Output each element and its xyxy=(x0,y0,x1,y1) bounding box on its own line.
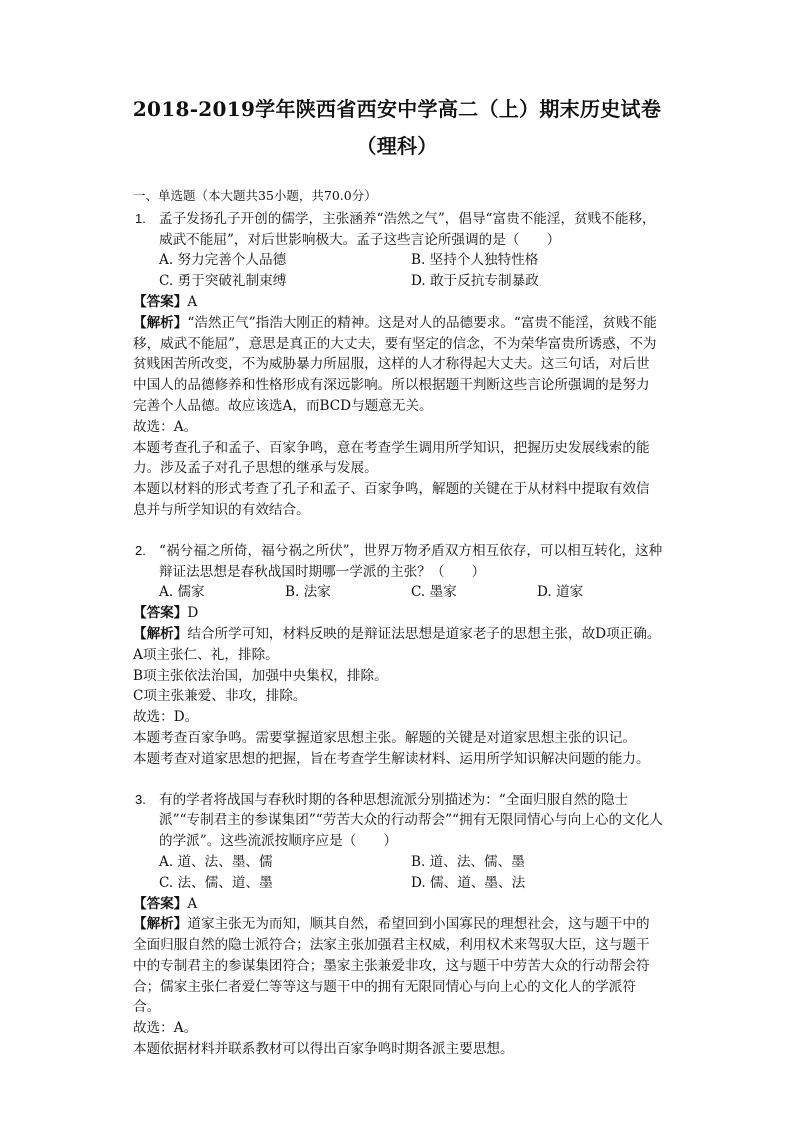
question-stem xyxy=(133,541,663,583)
answer-label: 【答案】 xyxy=(133,293,188,310)
question-text: 孟子发扬孔子开创的儒学，主张涵养“浩然之气”，倡导“富贵不能淫，贫贱不能移，威武不能屈”，对后世影响极大。孟子这些言论所强调的是（ ） xyxy=(159,210,656,248)
options-list xyxy=(133,582,663,603)
question-stem xyxy=(133,790,663,852)
question-number: 3. xyxy=(135,791,146,807)
option-c: C. 勇于突破礼制束缚 xyxy=(159,273,287,290)
options-list xyxy=(133,852,663,894)
question-stem xyxy=(133,209,663,251)
exam-title: 2018-2019学年陕西省西安中学高二（上）期末历史试卷 xyxy=(132,97,662,121)
analysis-text: “浩然正气”指浩大刚正的精神。这是对人的品德要求。“富贵不能淫，贫贱不能移，威武不能屈”，意思是真正的大丈夫，要有坚定的信念，不为荣华富贵所诱惑，不为贫贱困苦所改变，不为威胁暴力所屈服，这样的人才称得起大丈夫。这三句话，对后世中国人的品德修养和性格形成有深远影响。所以根据题干判断这些言论所强调的是努力完善个人品德。故应该选A，而BCD与题意无关。 xyxy=(133,314,657,414)
extra-line: B项主张依法治国，加强中央集权，排除。 xyxy=(133,667,388,684)
extra-line: 故选：A。 xyxy=(133,418,198,435)
option-c: C. 法、儒、道、墨 xyxy=(159,874,273,891)
exam-content xyxy=(133,186,663,1060)
answer-value: A xyxy=(187,293,198,310)
answer-row xyxy=(133,292,663,313)
option-b: B. 道、法、儒、墨 xyxy=(411,853,525,870)
extra-line: 故选：A。 xyxy=(133,1020,198,1037)
extra-line: 本题考查百家争鸣。需要掌握道家思想主张。解题的关键是对道家思想主张的识记。 xyxy=(133,729,636,746)
analysis-label: 【解析】 xyxy=(133,314,188,331)
analysis-row xyxy=(133,624,663,645)
extra-line: 本题以材料的形式考查了孔子和孟子、百家争鸣，解题的关键在于从材料中提取有效信息并与所学知识的有效结合。 xyxy=(133,481,650,518)
question-3 xyxy=(133,790,663,1060)
extra-line: 本题依据材料并联系教材可以得出百家争鸣时期各派主要思想。 xyxy=(133,1041,514,1058)
extra-line: 本题考查对道家思想的把握，旨在考查学生解读材料、运用所学知识解决问题的能力。 xyxy=(133,750,650,767)
option-a: A. 道、法、墨、儒 xyxy=(159,853,273,870)
option-a: A. 儒家 xyxy=(159,584,205,601)
extra-line: 故选：D。 xyxy=(133,709,199,726)
analysis-row xyxy=(133,313,663,417)
spacer xyxy=(133,521,663,541)
option-a: A. 努力完善个人品德 xyxy=(159,252,287,269)
options-list xyxy=(133,250,663,292)
section-header: 一、单选题（本大题共35小题，共70.0分） xyxy=(133,188,377,203)
answer-row xyxy=(133,603,663,624)
extra-line: C项主张兼爱、非攻，排除。 xyxy=(133,688,307,705)
extra-line: 本题考查孔子和孟子、百家争鸣，意在考查学生调用所学知识，把握历史发展线索的能力。涉及孟子对孔子思想的继承与发展。 xyxy=(133,439,650,477)
analysis-row xyxy=(133,914,663,1018)
analysis-label: 【解析】 xyxy=(133,625,188,642)
question-number: 2. xyxy=(135,542,146,558)
answer-value: A xyxy=(187,895,198,912)
option-c: C. 墨家 xyxy=(411,584,457,601)
question-1 xyxy=(133,209,663,521)
answer-label: 【答案】 xyxy=(133,895,188,912)
extra-line: A项主张仁、礼，排除。 xyxy=(133,646,279,663)
answer-row xyxy=(133,894,663,915)
option-b: B. 法家 xyxy=(285,584,331,601)
question-2 xyxy=(133,541,663,770)
spacer xyxy=(133,770,663,790)
analysis-label: 【解析】 xyxy=(133,916,188,933)
analysis-text: 道家主张无为而知，顺其自然，希望回到小国寡民的理想社会，这与题干中的全面归服自然的隐士派符合；法家主张加强君主权威，利用权术来驾驭大臣，这与题干中的专制君主的参谋集团符合；墨家主张兼爱非攻，这与题干中劳苦大众的行动帮会符合；儒家主张仁者爱仁等等这与题干中的拥有无限同情心与向上心的文化人的学派符合。 xyxy=(133,916,650,1016)
exam-subtitle: （理科） xyxy=(356,134,438,158)
option-d: D. 道家 xyxy=(537,584,584,601)
answer-value: D xyxy=(187,605,199,622)
question-text: “祸兮福之所倚，福兮祸之所伏”，世界万物矛盾双方相互依存，可以相互转化，这种辩证法思想是春秋战国时期哪一学派的主张？（ ） xyxy=(159,542,663,580)
question-number: 1. xyxy=(135,210,146,226)
analysis-text: 结合所学可知，材料反映的是辩证法思想是道家老子的思想主张，故D项正确。 xyxy=(187,625,661,642)
answer-label: 【答案】 xyxy=(133,605,188,622)
option-d: D. 儒、道、墨、法 xyxy=(411,874,526,891)
option-b: B. 坚持个人独特性格 xyxy=(411,252,539,269)
option-d: D. 敢于反抗专制暴政 xyxy=(411,273,539,290)
question-text: 有的学者将战国与春秋时期的各种思想流派分别描述为：“全面归服自然的隐士派”“专制君主的参谋集团”“劳苦大众的行动帮会”“拥有无限同情心与向上心的文化人的学派”。这些流派按顺序应是（ ） xyxy=(159,791,663,850)
